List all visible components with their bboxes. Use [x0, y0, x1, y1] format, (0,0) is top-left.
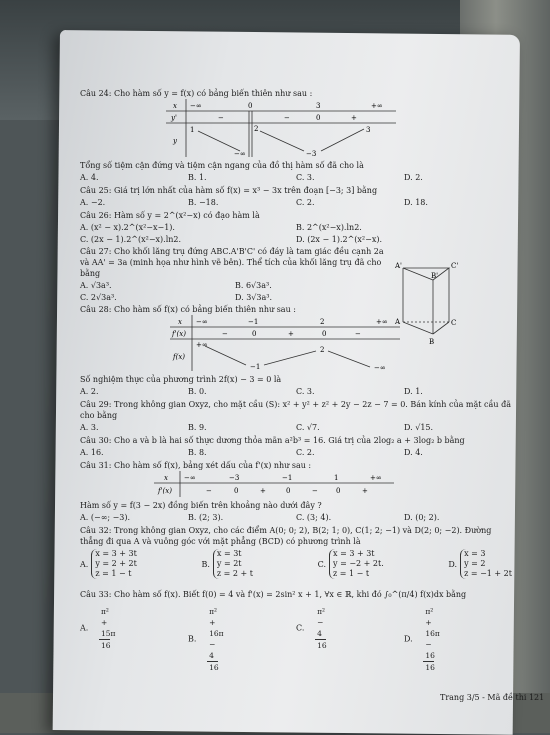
question-25: Câu 25: Giá trị lớn nhất của hàm số f(x) = x³ − 3x trên đoạn [−3; 3] bằng [80, 186, 378, 195]
t24-v3: −∞ [234, 150, 246, 157]
t28-x4: +∞ [376, 318, 388, 326]
t24-s3: 0 [316, 114, 321, 122]
t28-x2: −1 [248, 318, 259, 326]
t28-s2: 0 [252, 330, 257, 338]
option-33-a[interactable]: A. $\frac{\text{π² + 15π}}{16}$ [80, 607, 116, 650]
t28-v1: +∞ [196, 341, 208, 349]
t31-s4: 0 [286, 487, 291, 495]
t31-fp: f'(x) [158, 487, 172, 495]
option-29-a[interactable]: A. 3. [80, 423, 99, 432]
option-32-b[interactable]: B. x = 3t y = 2t z = 2 + t [201, 549, 253, 578]
option-28-b[interactable]: B. 0. [188, 387, 207, 396]
t24-x: x [173, 102, 177, 110]
option-33-b[interactable]: B. $\frac{\text{π² + 16π − 4}}{16}$ [188, 607, 224, 672]
label-c: C [451, 319, 457, 327]
option-28-c[interactable]: C. 3. [296, 387, 315, 396]
options-33 [80, 606, 512, 673]
option-25-b[interactable]: B. −18. [188, 198, 219, 207]
t31-s2: 0 [234, 487, 239, 495]
option-29-b[interactable]: B. 9. [188, 423, 207, 432]
t31-x2: −3 [229, 474, 240, 482]
t24-s1: − [218, 114, 224, 122]
options-24 [80, 172, 512, 183]
system-brace: x = 3 y = 2 z = −1 + 2t [460, 549, 512, 579]
system-brace: x = 3 + 3t y = −2 + 2t. z = 1 − t [329, 549, 384, 579]
t24-s2: − [284, 114, 290, 122]
question-27: Câu 27: Cho khối lăng trụ đứng ABC.A'B'C' có đáy là tam giác đều cạnh 2a và AA' = 3a (minh họa như hình vẽ bên). Thể tích của khối lăng trụ đã cho bằng [80, 247, 384, 278]
option-27-b[interactable]: B. 6√3a³. [235, 281, 272, 290]
question-31-ask: Hàm số y = f(3 − 2x) đồng biến trên khoảng nào dưới đây ? [80, 501, 322, 510]
t28-s5: − [355, 330, 361, 338]
t28-x3: 2 [320, 318, 325, 326]
t31-s6: 0 [336, 487, 341, 495]
option-31-a[interactable]: A. (−∞; −3). [80, 513, 131, 522]
label-c-prime: C' [451, 262, 459, 270]
page-footer: Trang 3/5 - Mã đề thi 121 [440, 693, 545, 702]
option-31-b[interactable]: B. (2; 3). [188, 513, 224, 522]
question-26: Câu 26: Hàm số y = 2^(x²−x) có đạo hàm là [80, 211, 260, 220]
t24-x4: +∞ [371, 102, 383, 110]
label-b-prime: B' [431, 272, 439, 280]
svg-text:y: y [173, 137, 177, 145]
exam-content [80, 88, 512, 675]
svg-text:f(x): f(x) [173, 353, 186, 361]
option-25-c[interactable]: C. 2. [296, 198, 315, 207]
t28-s4: 0 [322, 330, 327, 338]
t28-s3: + [288, 330, 294, 338]
options-25 [80, 197, 512, 208]
option-28-d[interactable]: D. 1. [404, 387, 423, 396]
option-30-c[interactable]: C. 2. [296, 448, 315, 457]
t24-yp: y' [171, 114, 177, 122]
option-24-b[interactable]: B. 1. [188, 173, 207, 182]
option-29-d[interactable]: D. √15. [404, 423, 434, 432]
t31-x4: 1 [334, 474, 339, 482]
t31-x3: −1 [282, 474, 293, 482]
sign-table-31 [154, 471, 394, 497]
option-27-d[interactable]: D. 3√3a³. [235, 293, 273, 302]
option-30-b[interactable]: B. 8. [188, 448, 207, 457]
option-31-c[interactable]: C. (3; 4). [296, 513, 332, 522]
question-32: Câu 32: Trong không gian Oxyz, cho các điểm A(0; 0; 2), B(2; 1; 0), C(1; 2; −1) và D(2; 0; −2). Đường thẳng đi qua A và vuông góc với mặt phẳng (BCD) có phương trình là [80, 526, 492, 546]
option-31-d[interactable]: D. (0; 2). [404, 513, 440, 522]
options-32 [80, 549, 512, 579]
label-a-prime: A' [395, 262, 402, 270]
t31-s7: + [362, 487, 368, 495]
question-29: Câu 29: Trong không gian Oxyz, cho mặt cầu (S): x² + y² + z² + 2y − 2z − 7 = 0. Bán kính của mặt cầu đã cho bằng [80, 400, 512, 420]
t31-s5: − [312, 487, 318, 495]
option-32-d[interactable]: D. x = 3 y = 2 z = −1 + 2t [448, 549, 512, 578]
system-brace: x = 3t y = 2t z = 2 + t [213, 549, 253, 579]
options-28 [80, 386, 512, 397]
options-27-row2 [80, 292, 390, 303]
option-26-c[interactable]: C. (2x − 1).2^(x²−x).ln2. [80, 235, 182, 244]
t31-s1: − [206, 487, 212, 495]
option-29-c[interactable]: C. √7. [296, 423, 320, 432]
t24-s4: + [351, 114, 357, 122]
option-26-b[interactable]: B. 2^(x²−x).ln2. [296, 223, 362, 232]
t24-x1: −∞ [190, 102, 202, 110]
option-26-d[interactable]: D. (2x − 1).2^(x²−x). [296, 235, 382, 244]
option-24-d[interactable]: D. 2. [404, 173, 423, 182]
variation-table-24 [166, 99, 396, 157]
t28-x: x [178, 318, 182, 326]
t24-v4: −3 [306, 150, 317, 157]
question-28: Câu 28: Cho hàm số f(x) có bảng biến thiên như sau : [80, 305, 296, 314]
option-28-a[interactable]: A. 2. [80, 387, 99, 396]
options-31 [80, 512, 512, 523]
option-27-c[interactable]: C. 2√3a³. [80, 293, 117, 302]
option-27-a[interactable]: A. √3a³. [80, 281, 112, 290]
question-24: Câu 24: Cho hàm số y = f(x) có bảng biến thiên như sau : [80, 89, 313, 98]
prism-figure [393, 262, 473, 352]
label-b: B [429, 338, 435, 346]
question-30: Câu 30: Cho a và b là hai số thực dương thỏa mãn a²b³ = 16. Giá trị của 2log₂ a + 3log₂ b bằng [80, 436, 465, 445]
integral-expression: ∫₀^(π/4) f(x)dx bằng [384, 590, 467, 599]
option-32-c[interactable]: C. x = 3 + 3t y = −2 + 2t. z = 1 − t [317, 549, 384, 578]
options-27-row1 [80, 280, 390, 291]
t31-x5: +∞ [370, 474, 382, 482]
options-30 [80, 447, 512, 458]
variation-table-28 [170, 315, 400, 371]
t24-v1: 1 [190, 126, 195, 134]
t31-x: x [164, 474, 168, 482]
question-24-ask: Tổng số tiệm cận đứng và tiệm cận ngang của đồ thị hàm số đã cho là [80, 161, 364, 170]
option-33-c[interactable]: C. $\frac{\text{π² − 4}}{16}$ [296, 607, 327, 650]
label-a: A [395, 318, 401, 326]
options-26-row1 [80, 222, 512, 233]
option-30-a[interactable]: A. 16. [80, 448, 104, 457]
question-33: Câu 33: Cho hàm số f(x). Biết f(0) = 4 và f'(x) = 2sin² x + 1, ∀x ∈ ℝ, khi đó ∫₀^(π/4) f(x)dx bằng [80, 590, 467, 599]
t28-v3: −1 [250, 363, 261, 371]
question-31: Câu 31: Cho hàm số f(x), bảng xét dấu của f'(x) như sau : [80, 461, 312, 470]
option-33-d[interactable]: D. $\frac{\text{π² + 16π − 16}}{16}$ [404, 607, 440, 672]
t31-x1: −∞ [184, 474, 196, 482]
option-30-d[interactable]: D. 4. [404, 448, 423, 457]
t24-v2: 2 [254, 125, 259, 133]
system-brace: x = 3 + 3t y = 2 + 2t z = 1 − t [91, 549, 137, 579]
options-29 [80, 422, 512, 433]
t31-s3: + [260, 487, 266, 495]
option-25-a[interactable]: A. −2. [80, 198, 106, 207]
option-26-a[interactable]: A. (x² − x).2^(x²−x−1). [80, 223, 175, 232]
t24-v5: 3 [366, 126, 371, 134]
question-28-ask: Số nghiệm thực của phương trình 2f(x) − 3 = 0 là [80, 375, 282, 384]
t28-x1: −∞ [196, 318, 208, 326]
option-32-a[interactable]: A. x = 3 + 3t y = 2 + 2t z = 1 − t [80, 549, 137, 578]
option-24-c[interactable]: C. 3. [296, 173, 315, 182]
t28-v2: 2 [320, 346, 325, 354]
t28-fp: f'(x) [172, 330, 186, 338]
t24-x2: 0 [248, 102, 253, 110]
t24-x3: 3 [316, 102, 321, 110]
option-24-a[interactable]: A. 4. [80, 173, 99, 182]
t28-s1: − [222, 330, 228, 338]
options-26-row2 [80, 234, 512, 245]
option-25-d[interactable]: D. 18. [404, 198, 428, 207]
t28-v4: −∞ [374, 364, 386, 371]
